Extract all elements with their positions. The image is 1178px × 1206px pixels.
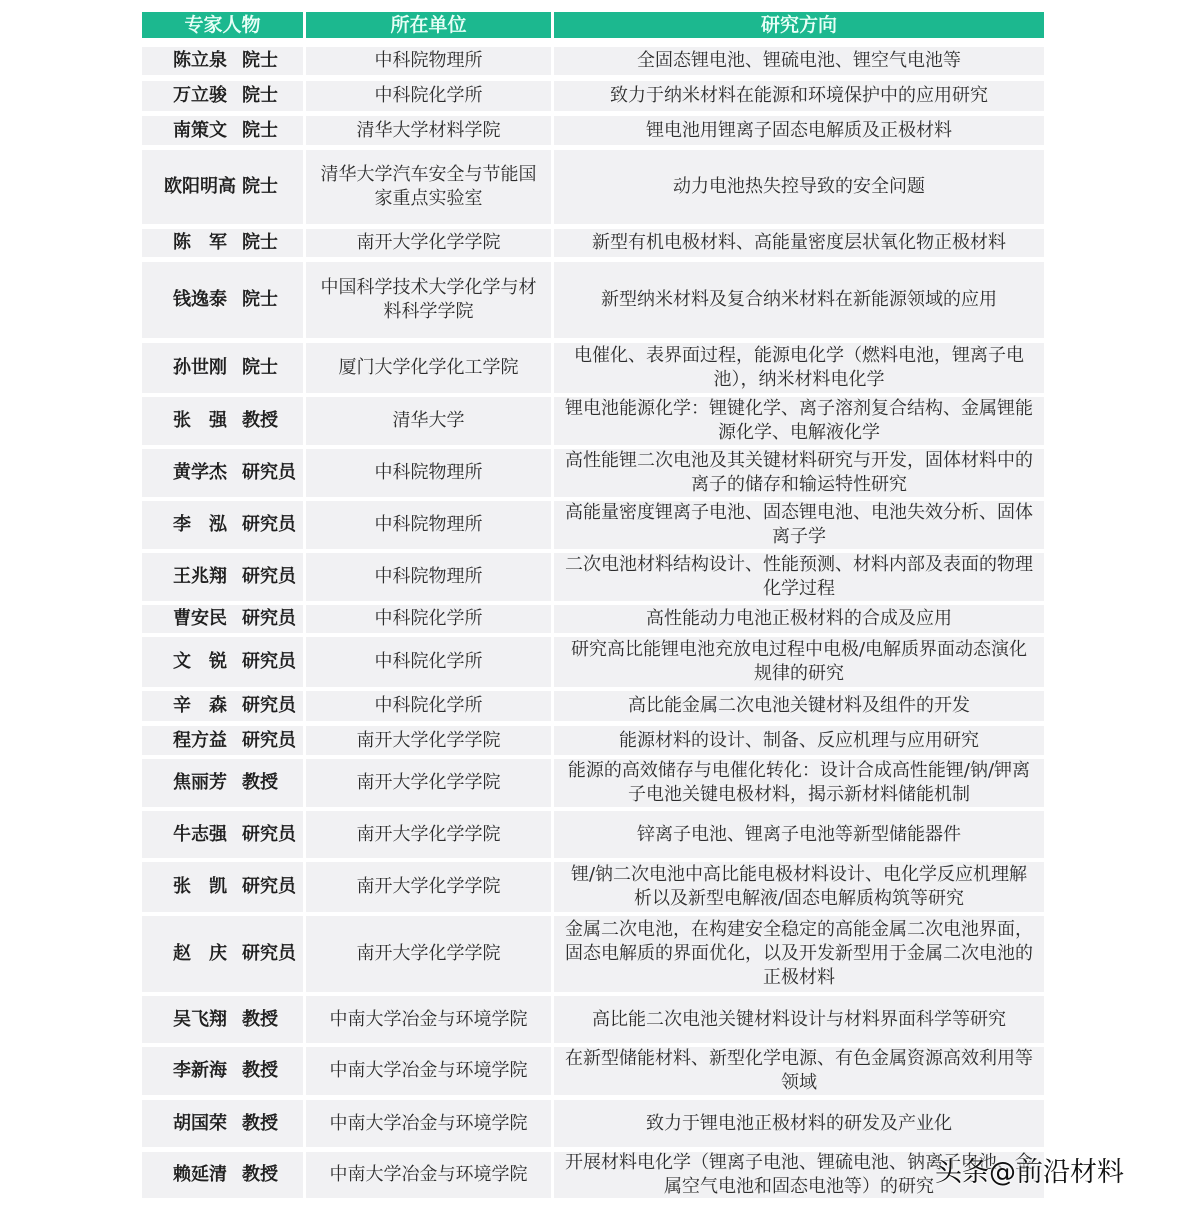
research-cell: 致力于纳米材料在能源和环境保护中的应用研究	[554, 81, 1044, 111]
research-cell: 开展材料电化学（锂离子电池、锂硫电池、钠离子电池、金属空气电池和固态电池等）的研究	[554, 1152, 1044, 1198]
expert-title: 研究员	[242, 695, 296, 716]
unit-cell: 中科院物理所	[306, 501, 551, 549]
expert-title: 研究员	[242, 514, 296, 535]
research-cell: 高比能金属二次电池关键材料及组件的开发	[554, 691, 1044, 721]
unit-cell: 厦门大学化学化工学院	[306, 343, 551, 393]
research-cell: 新型纳米材料及复合纳米材料在新能源领域的应用	[554, 262, 1044, 338]
research-cell: 高能量密度锂离子电池、固态锂电池、电池失效分析、固体离子学	[554, 501, 1044, 549]
unit-cell: 中科院化学所	[306, 691, 551, 721]
expert-title: 研究员	[242, 729, 296, 751]
table-row	[142, 726, 1044, 755]
expert-cell	[142, 47, 303, 75]
research-cell: 锌离子电池、锂离子电池等新型储能器件	[554, 811, 1044, 858]
table-row	[142, 262, 1044, 338]
unit-cell: 南开大学化学学院	[306, 862, 551, 912]
table-row	[142, 47, 1044, 75]
expert-cell	[142, 811, 303, 858]
expert-cell	[142, 759, 303, 807]
expert-cell	[142, 262, 303, 338]
table-row	[142, 501, 1044, 549]
table-header	[142, 12, 1044, 38]
table-row	[142, 449, 1044, 497]
table-row	[142, 996, 1044, 1043]
expert-cell	[142, 1100, 303, 1147]
unit-cell: 中科院化学所	[306, 637, 551, 687]
expert-name: 赵 庆	[173, 943, 227, 964]
expert-title: 教授	[242, 1112, 278, 1134]
expert-cell	[142, 150, 303, 224]
expert-title: 教授	[242, 1008, 278, 1030]
research-cell: 全固态锂电池、锂硫电池、锂空气电池等	[554, 47, 1044, 75]
table-row	[142, 605, 1044, 633]
unit-cell: 南开大学化学学院	[306, 726, 551, 755]
expert-cell	[142, 553, 303, 601]
table-row	[142, 1047, 1044, 1095]
expert-name: 万立骏	[173, 85, 227, 106]
table-row	[142, 150, 1044, 224]
table-row	[142, 759, 1044, 807]
expert-cell	[142, 1047, 303, 1095]
table-row	[142, 116, 1044, 145]
research-cell: 二次电池材料结构设计、性能预测、材料内部及表面的物理化学过程	[554, 553, 1044, 601]
expert-name: 吴飞翔	[173, 1008, 227, 1030]
expert-name: 南策文	[173, 119, 227, 141]
expert-name: 文 锐	[173, 651, 227, 672]
research-cell: 高比能二次电池关键材料设计与材料界面科学等研究	[554, 996, 1044, 1043]
unit-cell: 中科院化学所	[306, 605, 551, 633]
expert-cell	[142, 996, 303, 1043]
unit-cell: 中国科学技术大学化学与材料科学学院	[306, 262, 551, 338]
expert-title: 研究员	[242, 462, 296, 483]
expert-cell	[142, 1152, 303, 1198]
expert-title: 院士	[242, 176, 278, 197]
expert-cell	[142, 343, 303, 393]
expert-title: 院士	[242, 357, 278, 378]
table-row	[142, 397, 1044, 445]
unit-cell: 中南大学冶金与环境学院	[306, 1152, 551, 1198]
unit-cell: 中南大学冶金与环境学院	[306, 1100, 551, 1147]
expert-name: 胡国荣	[173, 1112, 227, 1134]
expert-title: 研究员	[242, 651, 296, 672]
expert-cell	[142, 116, 303, 145]
expert-name: 黄学杰	[173, 462, 227, 483]
research-cell: 电催化、表界面过程，能源电化学（燃料电池，锂离子电池），纳米材料电化学	[554, 343, 1044, 393]
table-row	[142, 343, 1044, 393]
table-row	[142, 1100, 1044, 1147]
expert-name: 牛志强	[173, 823, 227, 845]
expert-name: 李新海	[173, 1060, 227, 1081]
expert-name: 辛 森	[173, 695, 227, 716]
unit-cell: 中科院物理所	[306, 553, 551, 601]
expert-name: 陈立泉	[173, 50, 227, 71]
research-cell: 能源材料的设计、制备、反应机理与应用研究	[554, 726, 1044, 755]
research-cell: 高性能锂二次电池及其关键材料研究与开发，固体材料中的离子的储存和输运特性研究	[554, 449, 1044, 497]
unit-cell: 中南大学冶金与环境学院	[306, 996, 551, 1043]
research-cell: 新型有机电极材料、高能量密度层状氧化物正极材料	[554, 229, 1044, 257]
expert-name: 钱逸泰	[173, 289, 227, 310]
table-row	[142, 916, 1044, 992]
research-cell: 锂电池用锂离子固态电解质及正极材料	[554, 116, 1044, 145]
table-row	[142, 1152, 1044, 1198]
table-row	[142, 637, 1044, 687]
table-row	[142, 691, 1044, 721]
unit-cell: 清华大学汽车安全与节能国家重点实验室	[306, 150, 551, 224]
expert-title: 研究员	[242, 943, 296, 964]
header-expert: 专家人物	[142, 12, 303, 38]
expert-title: 院士	[242, 85, 278, 106]
watermark: 头条@前沿材料	[935, 1157, 1124, 1188]
expert-title: 院士	[242, 50, 278, 71]
expert-name: 程方益	[173, 729, 227, 751]
expert-name: 孙世刚	[173, 357, 227, 378]
research-cell: 动力电池热失控导致的安全问题	[554, 150, 1044, 224]
unit-cell: 中科院物理所	[306, 449, 551, 497]
expert-title: 院士	[242, 232, 278, 253]
expert-name: 王兆翔	[173, 566, 227, 587]
expert-title: 教授	[242, 772, 278, 793]
unit-cell: 清华大学材料学院	[306, 116, 551, 145]
expert-cell	[142, 397, 303, 445]
expert-cell	[142, 229, 303, 257]
expert-title: 院士	[242, 119, 278, 141]
expert-cell	[142, 605, 303, 633]
research-cell: 锂/钠二次电池中高比能电极材料设计、电化学反应机理解析以及新型电解液/固态电解质构筑等研究	[554, 862, 1044, 912]
expert-title: 研究员	[242, 823, 296, 845]
research-cell: 高性能动力电池正极材料的合成及应用	[554, 605, 1044, 633]
expert-cell	[142, 691, 303, 721]
header-unit: 所在单位	[306, 12, 551, 38]
expert-title: 教授	[242, 1164, 278, 1185]
expert-name: 欧阳明高	[164, 176, 236, 197]
expert-title: 教授	[242, 1060, 278, 1081]
expert-name: 张 强	[173, 410, 227, 431]
table-row	[142, 862, 1044, 912]
unit-cell: 南开大学化学学院	[306, 811, 551, 858]
table-row	[142, 811, 1044, 858]
expert-name: 曹安民	[173, 608, 227, 629]
unit-cell: 南开大学化学学院	[306, 229, 551, 257]
table-row	[142, 229, 1044, 257]
expert-name: 陈 军	[173, 232, 227, 253]
unit-cell: 中南大学冶金与环境学院	[306, 1047, 551, 1095]
expert-cell	[142, 637, 303, 687]
unit-cell: 清华大学	[306, 397, 551, 445]
expert-title: 教授	[242, 410, 278, 431]
expert-name: 赖延清	[173, 1164, 227, 1185]
research-cell: 能源的高效储存与电催化转化：设计合成高性能锂/钠/钾离子电池关键电极材料，揭示新材料储能机制	[554, 759, 1044, 807]
expert-cell	[142, 449, 303, 497]
unit-cell: 中科院化学所	[306, 81, 551, 111]
expert-title: 研究员	[242, 566, 296, 587]
expert-name: 张 凯	[173, 876, 227, 897]
expert-title: 院士	[242, 289, 278, 310]
unit-cell: 南开大学化学学院	[306, 759, 551, 807]
expert-cell	[142, 862, 303, 912]
table-row	[142, 553, 1044, 601]
expert-cell	[142, 81, 303, 111]
expert-title: 研究员	[242, 608, 296, 629]
unit-cell: 中科院物理所	[306, 47, 551, 75]
research-cell: 金属二次电池，在构建安全稳定的高能金属二次电池界面，固态电解质的界面优化，以及开发新型用于金属二次电池的正极材料	[554, 916, 1044, 992]
table-row	[142, 81, 1044, 111]
research-cell: 在新型储能材料、新型化学电源、有色金属资源高效利用等领域	[554, 1047, 1044, 1095]
research-cell: 研究高比能锂电池充放电过程中电极/电解质界面动态演化规律的研究	[554, 637, 1044, 687]
expert-title: 研究员	[242, 876, 296, 897]
expert-name: 焦丽芳	[173, 772, 227, 793]
expert-cell	[142, 726, 303, 755]
unit-cell: 南开大学化学学院	[306, 916, 551, 992]
research-cell: 锂电池能源化学：锂键化学、离子溶剂复合结构、金属锂能源化学、电解液化学	[554, 397, 1044, 445]
research-cell: 致力于锂电池正极材料的研发及产业化	[554, 1100, 1044, 1147]
header-research: 研究方向	[554, 12, 1044, 38]
expert-name: 李 泓	[173, 514, 227, 535]
expert-cell	[142, 501, 303, 549]
expert-cell	[142, 916, 303, 992]
